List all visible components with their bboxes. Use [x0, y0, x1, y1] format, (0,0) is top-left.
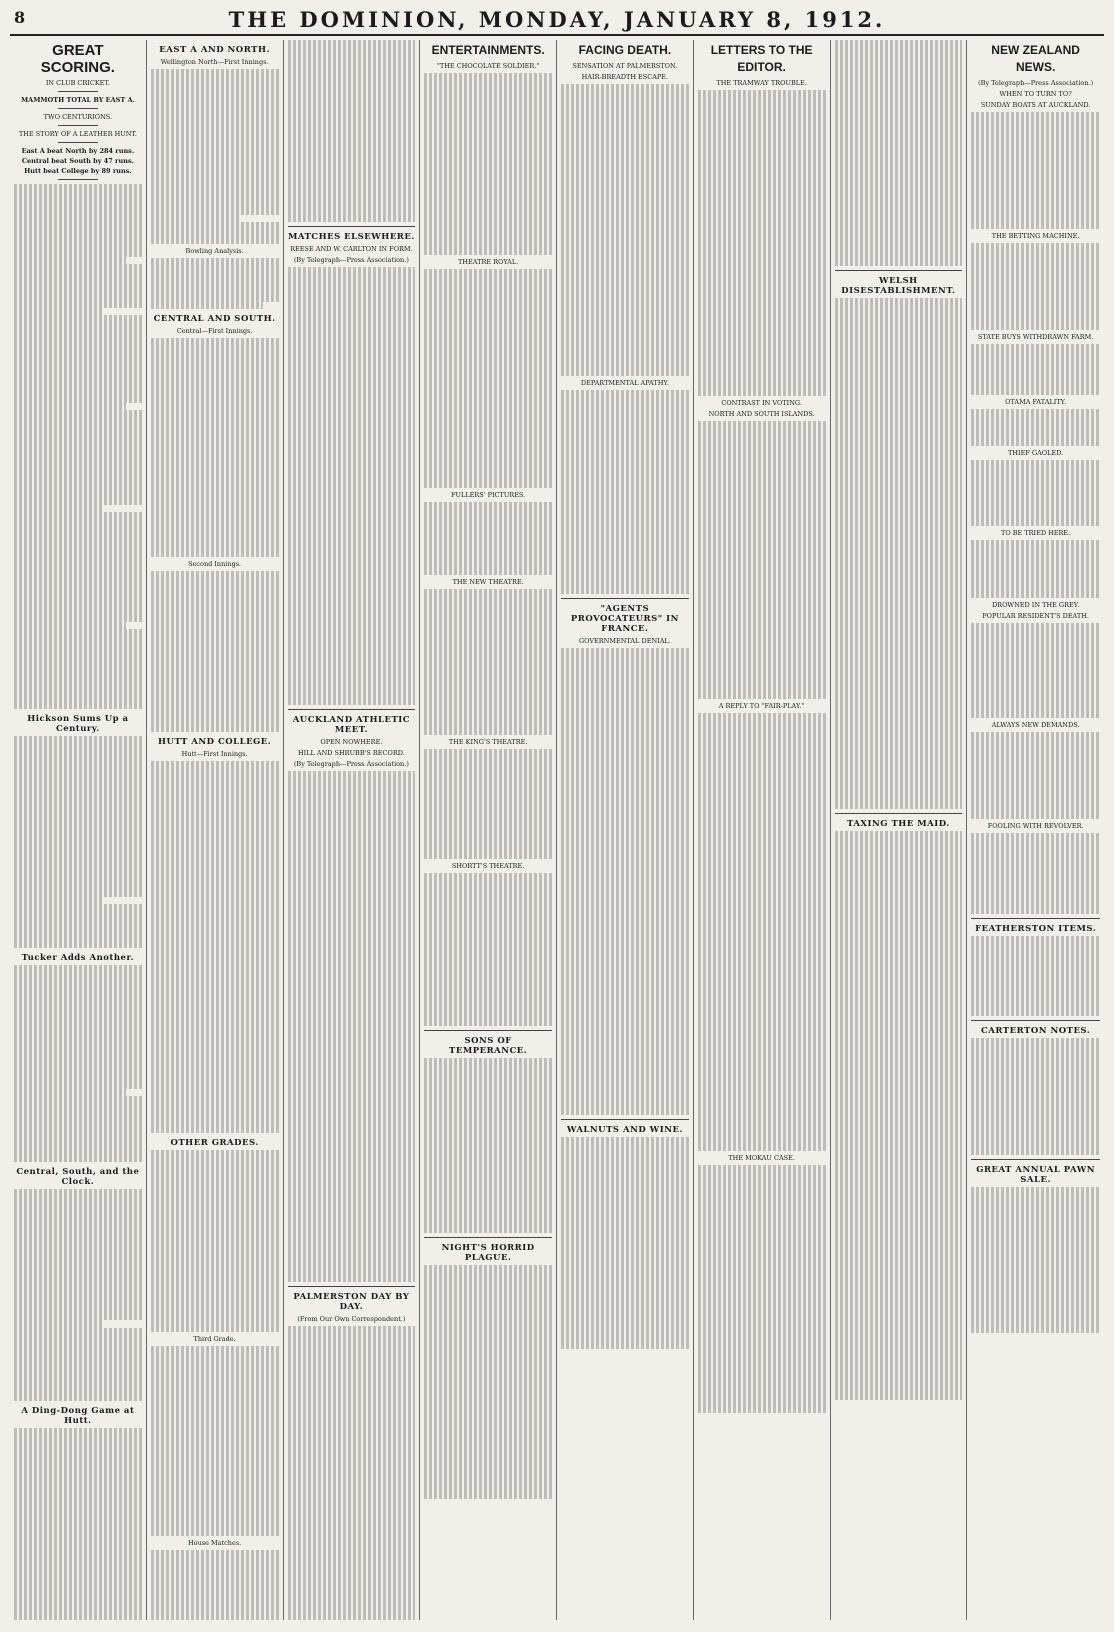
column-6 — [694, 40, 831, 1620]
subhead-central-first-innings: Central—First Innings. — [176, 327, 253, 336]
subhead-state-buys-farm: STATE BUYS WITHDRAWN FARM. — [977, 333, 1094, 342]
subhead-own-correspondent: (From Our Own Correspondent.) — [297, 1315, 406, 1324]
section-nights-horrid-plague: NIGHT'S HORRID PLAGUE. — [441, 1243, 535, 1264]
masthead-title: THE DOMINION, MONDAY, JANUARY 8, 1912. — [228, 7, 886, 32]
subhead-second-innings: Second Innings. — [188, 560, 242, 569]
section-hickson-century: Hickson Sums Up a Century. — [27, 714, 129, 735]
scorecard-block — [151, 571, 279, 732]
body-text-block — [561, 390, 689, 594]
subhead-popular-resident: POPULAR RESIDENT'S DEATH. — [982, 611, 1089, 620]
body-text-block — [14, 184, 142, 709]
body-text-block — [971, 243, 1100, 331]
subhead-sensation-palmerston: SENSATION AT PALMERSTON. — [572, 62, 678, 70]
result-summary-2: Central beat South by 47 runs. — [21, 157, 134, 165]
scorecard-block — [151, 338, 279, 557]
section-matches-elsewhere: MATCHES ELSEWHERE. — [287, 232, 415, 243]
subhead-betting-machine: THE BETTING MACHINE. — [991, 231, 1080, 240]
subhead-governmental-denial: GOVERNMENTAL DENIAL. — [578, 637, 671, 646]
body-text-block — [288, 1326, 416, 1620]
section-agents-provocateurs: "AGENTS PROVOCATEURS" IN FRANCE. — [570, 604, 679, 635]
section-featherston-items: FEATHERSTON ITEMS. — [975, 923, 1097, 934]
subhead-reese-carlton: REESE AND W. CARLTON IN FORM. — [290, 245, 413, 254]
body-text-block — [424, 749, 552, 858]
section-central-south-scores: CENTRAL AND SOUTH. — [153, 314, 276, 325]
subhead-mammoth-total: MAMMOTH TOTAL BY EAST A. — [20, 96, 135, 104]
subhead-fullers-pictures: FULLERS' PICTURES. — [451, 491, 526, 500]
subhead-contrast-voting: CONTRAST IN VOTING. — [721, 399, 802, 408]
subhead-to-be-tried: TO BE TRIED HERE. — [1000, 528, 1071, 537]
agency-credit: (By Telegraph—Press Association.) — [293, 256, 409, 265]
subhead-north-south-islands: NORTH AND SOUTH ISLANDS. — [708, 410, 815, 419]
subhead-always-new-demands: ALWAYS NEW DEMANDS. — [991, 720, 1080, 729]
subhead-hutt-first-innings: Hutt—First Innings. — [181, 749, 248, 758]
body-text-block — [424, 269, 552, 488]
body-text-block — [424, 873, 552, 1026]
section-welsh-disestablishment: WELSH DISESTABLISHMENT. — [841, 276, 956, 297]
body-text-block — [151, 1346, 279, 1536]
subhead-new-theatre: THE NEW THEATRE. — [452, 578, 524, 587]
body-text-block — [971, 540, 1100, 598]
subhead-bowling-analysis: Bowling Analysis. — [185, 247, 244, 256]
subhead-sunday-boats: SUNDAY BOATS AT AUCKLAND. — [980, 101, 1091, 109]
section-carterton-notes: CARTERTON NOTES. — [981, 1025, 1091, 1036]
subhead-departmental-apathy: DEPARTMENTAL APATHY. — [580, 378, 669, 387]
column-1 — [10, 40, 147, 1620]
headline-new-zealand-news: NEW ZEALAND NEWS. — [991, 43, 1080, 74]
column-4 — [420, 40, 557, 1620]
subhead-when-to-turn: WHEN TO TURN TO? — [999, 90, 1072, 98]
scorecard-block — [151, 69, 279, 244]
subhead-two-centurions: TWO CENTURIONS. — [43, 113, 113, 121]
body-text-block — [971, 623, 1100, 718]
result-summary-1: East A beat North by 284 runs. — [21, 147, 135, 155]
subhead-club-cricket: IN CLUB CRICKET. — [45, 79, 110, 87]
masthead — [10, 8, 1104, 36]
body-text-block — [971, 833, 1100, 913]
column-5 — [557, 40, 694, 1620]
subhead-kings-theatre: THE KING'S THEATRE. — [448, 738, 528, 747]
result-summary-3: Hutt beat College by 89 runs. — [24, 167, 132, 175]
body-text-block — [971, 344, 1100, 395]
body-text-block — [288, 267, 416, 705]
body-text-block — [14, 1189, 142, 1401]
body-text-block — [288, 771, 416, 1282]
body-text-block — [971, 936, 1100, 1016]
subhead-chocolate-soldier: "THE CHOCOLATE SOLDIER." — [436, 62, 540, 70]
body-text-block — [971, 1038, 1100, 1155]
body-text-block — [971, 460, 1100, 526]
agency-credit: (By Telegraph—Press Association.) — [978, 79, 1094, 87]
subhead-open-nowhere: OPEN NOWHERE. — [320, 738, 383, 747]
subhead-shortts-theatre: SHORTT'S THEATRE. — [451, 861, 525, 870]
section-auckland-athletic: AUCKLAND ATHLETIC MEET. — [292, 715, 411, 736]
body-text-block — [151, 1150, 279, 1332]
body-text-block — [698, 713, 826, 1151]
subhead-leather-hunt: THE STORY OF A LEATHER HUNT. — [18, 130, 137, 138]
column-8 — [967, 40, 1104, 1620]
body-text-block — [424, 1265, 552, 1499]
subhead-hill-shrubb: HILL AND SHRUBB'S RECORD. — [297, 749, 405, 758]
body-text-block — [698, 421, 826, 698]
subhead-third-grade: Third Grade. — [193, 1335, 236, 1344]
subhead-house-matches: House Matches. — [188, 1538, 242, 1547]
column-7 — [831, 40, 968, 1620]
body-text-block — [971, 1187, 1100, 1333]
body-text-block — [14, 736, 142, 948]
body-text-block — [971, 732, 1100, 820]
subhead-hair-breadth: HAIR-BREADTH ESCAPE. — [581, 73, 669, 81]
subhead-otama-fatality: OTAMA FATALITY. — [1005, 398, 1067, 407]
article-columns — [10, 40, 1104, 1620]
body-text-block — [561, 84, 689, 376]
scorecard-block — [288, 40, 416, 222]
subhead-north-first-innings: Wellington North—First Innings. — [160, 58, 269, 66]
scorecard-block — [151, 761, 279, 1133]
body-text-block — [971, 409, 1100, 445]
headline-great-scoring: GREAT SCORING. — [40, 42, 115, 76]
page-number: 8 — [14, 8, 26, 27]
subhead-drowned-grey: DROWNED IN THE GREY. — [991, 600, 1080, 609]
body-text-block — [424, 1058, 552, 1233]
body-text-block — [835, 831, 963, 1400]
section-central-south: Central, South, and the Clock. — [16, 1167, 140, 1187]
body-text-block — [561, 1137, 689, 1349]
scorecard-block — [151, 258, 279, 309]
agency-credit: (By Telegraph—Press Association.) — [293, 760, 409, 769]
body-text-block — [971, 112, 1100, 229]
subhead-tramway-trouble: THE TRAMWAY TROUBLE. — [716, 79, 807, 87]
body-text-block — [835, 40, 963, 266]
section-palmerston-day: PALMERSTON DAY BY DAY. — [293, 1292, 410, 1313]
body-text-block — [14, 965, 142, 1162]
headline-letters-to-editor: LETTERS TO THE EDITOR. — [710, 43, 813, 74]
section-great-pawn-sale: GREAT ANNUAL PAWN SALE. — [976, 1164, 1096, 1185]
body-text-block — [151, 1550, 279, 1620]
headline-entertainments: ENTERTAINMENTS. — [431, 43, 545, 57]
section-other-grades: OTHER GRADES. — [170, 1137, 259, 1148]
body-text-block — [14, 1428, 142, 1620]
section-ding-dong-hutt: A Ding-Dong Game at Hutt. — [21, 1405, 135, 1426]
subhead-reply-fair-play: A REPLY TO "FAIR-PLAY." — [718, 701, 805, 710]
subhead-mokau-case: THE MOKAU CASE. — [728, 1153, 795, 1162]
body-text-block — [698, 1165, 826, 1413]
column-2 — [147, 40, 284, 1620]
section-hutt-college: HUTT AND COLLEGE. — [158, 736, 272, 747]
body-text-block — [698, 90, 826, 396]
body-text-block — [424, 589, 552, 735]
section-east-a-north: EAST A AND NORTH. — [159, 45, 270, 55]
headline-facing-death: FACING DEATH. — [578, 43, 672, 57]
column-3 — [284, 40, 421, 1620]
body-text-block — [424, 73, 552, 255]
subhead-thief-gaoled: THIEF GAOLED. — [1008, 448, 1064, 457]
section-tucker-adds: Tucker Adds Another. — [21, 952, 135, 963]
body-text-block — [561, 648, 689, 1115]
section-sons-of-temperance: SONS OF TEMPERANCE. — [449, 1035, 528, 1056]
body-text-block — [424, 502, 552, 575]
body-text-block — [835, 298, 963, 809]
section-taxing-the-maid: TAXING THE MAID. — [846, 818, 950, 829]
subhead-fooling-revolver: FOOLING WITH REVOLVER. — [987, 822, 1084, 831]
subhead-theatre-royal: THEATRE ROYAL. — [458, 258, 519, 267]
section-walnuts-wine: WALNUTS AND WINE. — [566, 1125, 683, 1136]
